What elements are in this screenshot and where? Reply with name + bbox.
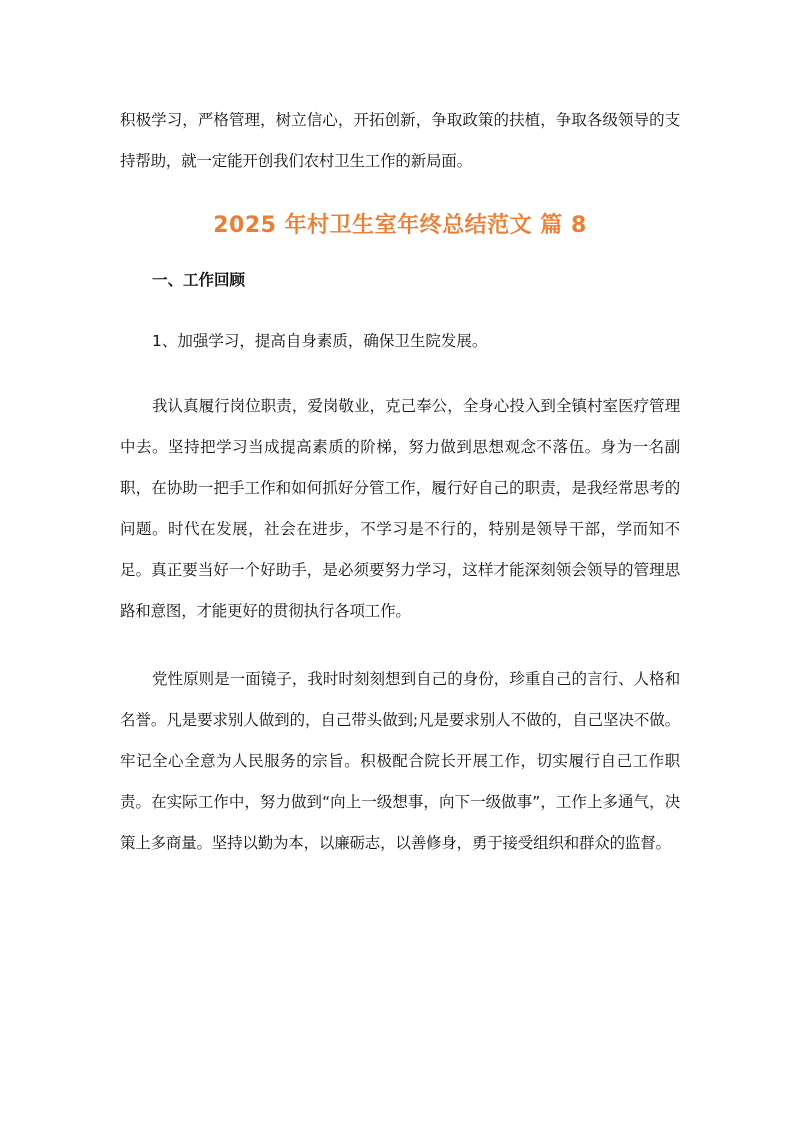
- intro-paragraph: 积极学习，严格管理，树立信心，开拓创新，争取政策的扶植，争取各级领导的支持帮助，就一定能开创我们农村卫生工作的新局面。: [120, 111, 680, 170]
- section-heading: 一、工作回顾: [152, 271, 246, 289]
- document-body: [120, 100, 680, 864]
- document-title: 2025 年村卫生室年终总结范文 篇 8: [213, 213, 587, 238]
- body-paragraph-1: 我认真履行岗位职责，爱岗敬业，克己奉公，全身心投入到全镇村室医疗管理中去。坚持把学习当成提高素质的阶梯，努力做到思想观念不落伍。身为一名副职，在协助一把手工作和如何抓好分管工作，履行好自己的职责，是我经常思考的问题。时代在发展，社会在进步，不学习是不行的，特别是领导干部，学而知不足。真正要当好一个好助手，是必须要努力学习，这样才能深刻领会领导的管理思路和意图，才能更好的贯彻执行各项工作。: [120, 397, 680, 620]
- body-paragraph-2: 党性原则是一面镜子，我时时刻刻想到自己的身份，珍重自己的言行、人格和名誉。凡是要求别人做到的，自己带头做到;凡是要求别人不做的，自己坚决不做。牢记全心全意为人民服务的宗旨。积极配合院长开展工作，切实履行自己工作职责。在实际工作中，努力做到“向上一级想事，向下一级做事”，工作上多通气，决策上多商量。坚持以勤为本，以廉砺志，以善修身，勇于接受组织和群众的监督。: [120, 670, 680, 852]
- sub-heading: 1、加强学习，提高自身素质，确保卫生院发展。: [152, 332, 488, 350]
